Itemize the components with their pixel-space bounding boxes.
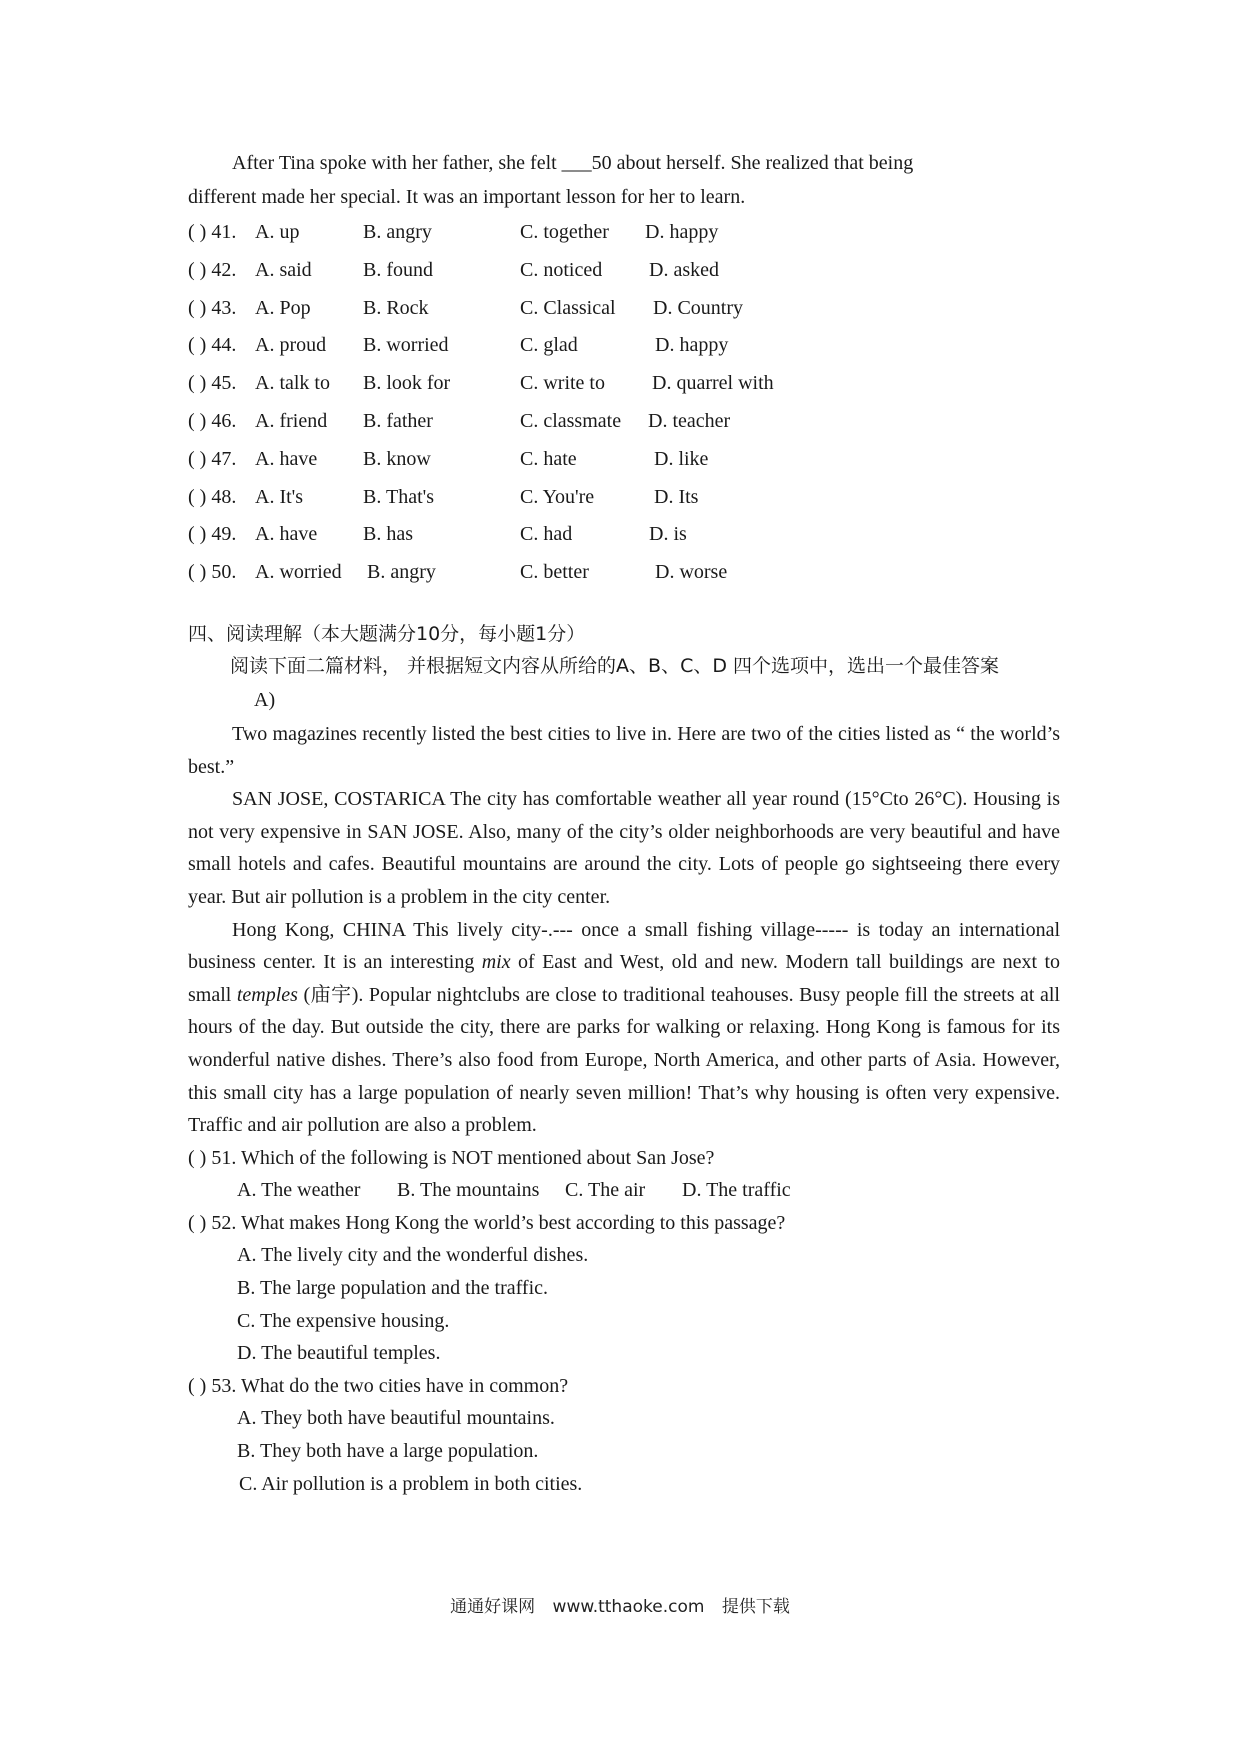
option-b: B. That's xyxy=(363,485,435,508)
option-c: C. Air pollution is a problem in both cities. xyxy=(239,1472,583,1495)
option-a: A. proud xyxy=(255,334,327,357)
option-d: D. teacher xyxy=(648,409,731,432)
section-title: 四、阅读理解（本大题满分10分，每小题1分） xyxy=(188,622,586,645)
passage-text: (庙宇). Popular nightclubs are close to traditional teahouses. Busy people fill the streets at all hours of the day. But outside the city, there are parks for walking or relaxing. Hong Kong is famous for its wonderful native dishes. There’s also food from Europe, North America, and other parts of Asia. However, this small city has a large population of nearly seven million! That’s why housing is often very expensive. Traffic and air pollution are also a problem. xyxy=(188,983,1060,1137)
footer-url: www.tthaoke.com xyxy=(552,1597,705,1617)
passage-paragraph-2: SAN JOSE, COSTARICA The city has comfortable weather all year round (15°Cto 26°C). Housing is not very expensive in SAN JOSE. Also, many of the city’s older neighborhoods are very beautiful and have small hotels and cafes. Beautiful mountains are around the city. Lots of people go sightseeing there every year. But air pollution is a problem in the city center. xyxy=(188,788,1060,908)
option-d: D. happy xyxy=(645,221,719,243)
option-b: B. found xyxy=(363,258,433,281)
option-a: A. have xyxy=(255,523,318,546)
question-number: ( ) 47. xyxy=(188,447,237,470)
option-c: C. The air xyxy=(565,1179,646,1202)
option-b: B. angry xyxy=(367,561,436,584)
option-a: A. The weather xyxy=(237,1179,361,1202)
option-a: A. It's xyxy=(255,485,304,508)
option-b: B. worried xyxy=(363,334,449,357)
question-stem: ( ) 51. Which of the following is NOT mentioned about San Jose? xyxy=(188,1146,715,1169)
question-number: ( ) 43. xyxy=(188,296,237,319)
option-c: C. noticed xyxy=(520,258,603,281)
option-d: D. is xyxy=(649,523,687,546)
question-number: ( ) 42. xyxy=(188,258,237,281)
question-number: ( ) 46. xyxy=(188,409,237,432)
option-a: A. friend xyxy=(255,409,328,432)
option-b: B. father xyxy=(363,409,433,432)
option-c: C. write to xyxy=(520,372,605,395)
option-b: B. Rock xyxy=(363,296,429,319)
option-d: D. like xyxy=(654,447,709,470)
option-c: C. You're xyxy=(520,485,595,508)
passage-text: Hong Kong, CHINA This lively city-.--- once a small fishing village----- is today an international business center. It is an interesting xyxy=(188,918,1060,974)
option-d: D. happy xyxy=(655,334,729,357)
option-b: B. The large population and the traffic. xyxy=(237,1277,549,1300)
cloze-option-row xyxy=(188,554,1060,592)
passage-paragraph-3 xyxy=(188,914,1060,1142)
option-b: B. angry xyxy=(363,221,432,243)
footer-site-name: 通通好课网 xyxy=(450,1597,536,1617)
option-b: B. know xyxy=(363,447,431,470)
option-a: A. The lively city and the wonderful dishes. xyxy=(237,1244,589,1267)
cloze-option-row xyxy=(188,290,1060,328)
option-d: D. worse xyxy=(655,561,728,584)
option-c: C. better xyxy=(520,561,589,584)
passage-label: A) xyxy=(254,688,276,711)
page-footer xyxy=(0,1592,1240,1617)
cloze-option-row xyxy=(188,252,1060,290)
question-number: ( ) 50. xyxy=(188,561,237,584)
option-c: C. The expensive housing. xyxy=(237,1309,450,1332)
cloze-option-row xyxy=(188,327,1060,365)
cloze-options-list xyxy=(188,214,1060,592)
cloze-option-row xyxy=(188,365,1060,403)
option-d: D. The traffic xyxy=(682,1179,791,1202)
option-d: D. asked xyxy=(649,258,719,281)
question-number: ( ) 41. xyxy=(188,221,237,243)
passage-paragraph-1: Two magazines recently listed the best cities to live in. Here are two of the cities listed as “ the world’s best.” xyxy=(188,722,1060,778)
passage-italic-word: temples xyxy=(236,983,298,1006)
option-c: C. together xyxy=(520,221,609,243)
option-b: B. has xyxy=(363,523,413,546)
option-c: C. Classical xyxy=(520,296,616,319)
cloze-option-row xyxy=(188,479,1060,517)
cloze-tail-line2: different made her special. It was an important lesson for her to learn. xyxy=(188,186,746,208)
option-a: A. up xyxy=(255,221,300,243)
option-c: C. glad xyxy=(520,334,578,357)
option-c: C. hate xyxy=(520,447,577,470)
option-d: D. Country xyxy=(653,296,743,319)
section-instruction: 阅读下面二篇材料， 并根据短文内容从所给的A、B、C、D 四个选项中，选出一个最佳答案 xyxy=(230,654,1000,677)
question-number: ( ) 45. xyxy=(188,372,237,395)
option-c: C. classmate xyxy=(520,409,622,432)
question-options xyxy=(188,1174,1060,1207)
cloze-option-row xyxy=(188,214,1060,252)
option-a: A. They both have beautiful mountains. xyxy=(237,1407,555,1430)
question-number: ( ) 48. xyxy=(188,485,237,508)
option-b: B. look for xyxy=(363,372,451,395)
passage-italic-word: mix xyxy=(481,951,511,974)
option-a: A. Pop xyxy=(255,296,311,319)
cloze-option-row xyxy=(188,441,1060,479)
question-stem: ( ) 53. What do the two cities have in common? xyxy=(188,1374,569,1397)
question-52 xyxy=(188,1207,1060,1370)
question-51 xyxy=(188,1142,1060,1207)
question-number: ( ) 44. xyxy=(188,334,237,357)
option-a: A. worried xyxy=(255,561,342,584)
option-a: A. said xyxy=(255,258,312,281)
option-a: A. talk to xyxy=(255,372,330,395)
footer-note: 提供下载 xyxy=(721,1597,790,1617)
option-b: B. They both have a large population. xyxy=(237,1440,539,1463)
question-stem: ( ) 52. What makes Hong Kong the world’s best according to this passage? xyxy=(188,1211,786,1234)
question-53 xyxy=(188,1370,1060,1500)
option-d: D. Its xyxy=(654,485,699,508)
page-content xyxy=(188,146,1060,1500)
option-a: A. have xyxy=(255,447,318,470)
option-c: C. had xyxy=(520,523,573,546)
cloze-option-row xyxy=(188,403,1060,441)
cloze-option-row xyxy=(188,516,1060,554)
option-d: D. quarrel with xyxy=(652,372,774,395)
option-b: B. The mountains xyxy=(397,1179,540,1202)
cloze-tail-line1: After Tina spoke with her father, she felt ___50 about herself. She realized that being xyxy=(232,152,914,174)
option-d: D. The beautiful temples. xyxy=(237,1342,441,1365)
passage-text: of East and West, old and new. Modern tall buildings are next to small xyxy=(188,951,1060,1006)
question-number: ( ) 49. xyxy=(188,523,237,546)
